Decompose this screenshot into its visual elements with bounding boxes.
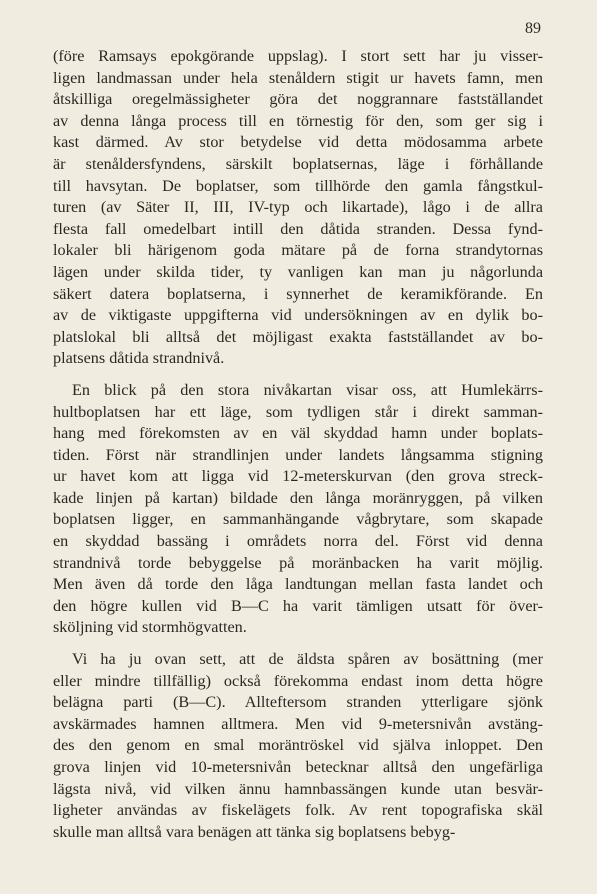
page-number: 89: [525, 20, 541, 37]
text-line: av denna långa process till en törnestig för den, som ger sig i: [53, 111, 543, 130]
paragraph: [53, 46, 543, 370]
text-line: åtskilliga oregelmässigheter göra det noggrannare fastställandet: [53, 90, 543, 109]
text-line: flesta fall omedelbart intill den dåtida stranden. Dessa fynd-: [53, 219, 543, 238]
paragraph: [53, 649, 543, 843]
paragraph: [53, 380, 543, 639]
body-text: [53, 46, 543, 853]
text-line: säkert datera boplatserna, i synnerhet de keramikförande. En: [53, 284, 543, 303]
text-line: lokaler bli härigenom goda mätare på de forna strandytornas: [53, 241, 543, 260]
text-line: ur havet kom att ligga vid 12-meterskurvan (den grova streck-: [53, 467, 543, 486]
text-line: lägen under skilda tider, ty vanligen kan man ju någorlunda: [53, 262, 543, 281]
text-line: platslokal bli alltså det möjligast exakta fastställandet av bo-: [53, 327, 543, 346]
text-line: grova linjen vid 10-metersnivån betecknar alltså den ungefärliga: [53, 758, 543, 776]
text-line: är stenåldersfyndens, särskilt boplatsernas, läge i förhållande: [53, 154, 543, 173]
text-line: Men även då torde den låga landtungan mellan fasta landet och: [53, 575, 543, 594]
text-line: av de viktigaste uppgifterna vid undersökningen av en dylik bo-: [53, 306, 543, 325]
text-line: skulle man alltså vara benägen att tänka sig boplatsens bebyg-: [53, 822, 456, 841]
text-line: strandnivå torde bebyggelse på moränbacken ha varit möjlig.: [53, 553, 543, 572]
text-line: till havsytan. De boplatser, som tillhörde den gamla fångstkul-: [53, 176, 543, 195]
text-line: kade linjen på kartan) bildade den långa moränryggen, på vilken: [53, 488, 543, 507]
text-line: ligen landmassan under hela stenåldern stigit ur havets famn, men: [53, 68, 543, 87]
text-line: tiden. Först när strandlinjen under landets långsamma stigning: [53, 445, 543, 464]
text-line: ligheter användas av fiskelägets folk. Av rent topografiska skäl: [53, 801, 543, 820]
text-line: boplatsen ligger, en sammanhängande vågbrytare, som skapade: [53, 510, 543, 529]
text-line: hultboplatsen har ett läge, som tydligen står i direkt samman-: [53, 402, 543, 421]
text-line: belägna parti (B—C). Allteftersom stranden ytterligare sjönk: [53, 693, 543, 712]
text-line: eller mindre tillfällig) också förekomma endast inom detta högre: [53, 671, 543, 690]
text-line: sköljning vid stormhögvatten.: [53, 618, 247, 637]
text-line: Vi ha ju ovan sett, att de äldsta spåren av bosättning (mer: [72, 650, 543, 669]
text-line: (före Ramsays epokgörande uppslag). I stort sett har ju visser-: [53, 47, 543, 65]
text-line: En blick på den stora nivåkartan visar oss, att Humlekärrs-: [72, 380, 543, 399]
text-line: hang med förekomsten av en väl skyddad hamn under boplats-: [53, 424, 543, 443]
text-line: avskärmades hamnen alltmera. Men vid 9-metersnivån avstäng-: [53, 714, 543, 733]
text-line: en skyddad bassäng i områdets norra del. Först vid denna: [53, 532, 543, 551]
text-line: lägsta nivå, vid vilken ännu hamnbassängen kunde utan besvär-: [53, 779, 543, 798]
text-line: den högre kullen vid B—C ha varit tämligen utsatt för över-: [53, 596, 543, 615]
text-line: des den genom en smal moräntröskel vid själva inloppet. Den: [53, 736, 543, 755]
text-line: turen (av Säter II, III, IV-typ och likartade), lågo i de allra: [53, 198, 543, 217]
text-line: kast därmed. Av stor betydelse vid detta mödosamma arbete: [53, 133, 543, 152]
text-line: platsens dåtida strandnivå.: [53, 349, 225, 368]
